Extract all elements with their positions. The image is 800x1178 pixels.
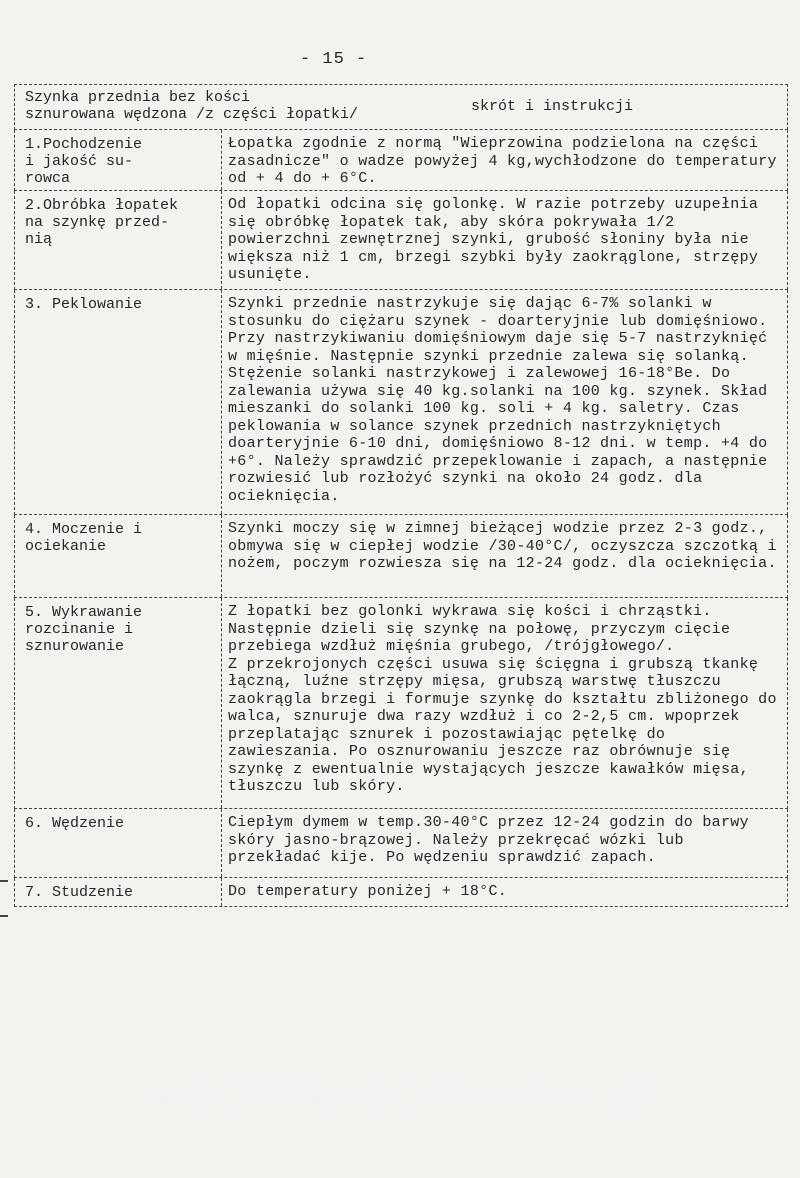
page-number: - 15 - bbox=[300, 50, 368, 69]
row-label: 3. Peklowanie bbox=[15, 290, 222, 514]
table-row bbox=[14, 290, 788, 515]
row-text-paragraph: Szynki moczy się w zimnej bieżącej wodzie przez 2-3 godz., obmywa się w ciepłej wodzie /30-40°C/, oczyszcza szczotką i nożem, poczym rozwiesza się na 12-24 godz. dla ocieknięcia. bbox=[228, 520, 777, 572]
instruction-table bbox=[14, 84, 788, 907]
row-text-paragraph: Z łopatki bez golonki wykrawa się kości i chrząstki. Następnie dzieli się szynkę na połowę, przyczym cięcie przebiega wzdłuż mięśnia grubego, /trójgłowego/. bbox=[228, 603, 731, 655]
row-text bbox=[222, 191, 787, 289]
margin-mark bbox=[0, 880, 8, 882]
row-text-paragraph: Do temperatury poniżej + 18°C. bbox=[228, 883, 508, 900]
margin-mark bbox=[0, 915, 8, 917]
watermark: wedlinydomowe.pl bbox=[135, 1059, 665, 1122]
row-text bbox=[222, 878, 787, 906]
table-row bbox=[14, 809, 788, 878]
row-text-paragraph: Szynki przednie nastrzykuje się dając 6-7% solanki w stosunku do ciężaru szynek - doarteryjnie lub domięśniowo. Przy nastrzykiwaniu domięśniowym daje się 5-7 nastrzyknięć w mięśnie. Następnie szynki przednie zalewa się solanką. Stężenie solanki nastrzykowej i zalewowej 16-18°Be. Do zalewania używa się 40 kg.solanki na 100 kg. szynek. Skład mieszanki do solanki 100 kg. soli + 4 kg. saletry. Czas peklowania w solance szynek przednich nastrzykniętych doarteryjnie 6-10 dni, domięśniowo 8-12 dni. w temp. +4 do +6°. Należy sprawdzić przepeklowanie i zapach, a następnie rozwiesić lub rozłożyć szynki na około 24 godz. dla ocieknięcia. bbox=[228, 295, 768, 505]
row-label: 4. Moczenie i ociekanie bbox=[15, 515, 222, 597]
row-text-paragraph: Od łopatki odcina się golonkę. W razie potrzeby uzupełnia się obróbkę łopatek tak, aby skóra pokrywała 1/2 powierzchni zewnętrznej szynki, grubość słoniny była nie większa niż 1 cm, brzegi szybki były zaokrąglone, strzępy usunięte. bbox=[228, 196, 759, 283]
row-text bbox=[222, 130, 787, 190]
row-text bbox=[222, 809, 787, 877]
table-header bbox=[14, 84, 788, 130]
table-row bbox=[14, 130, 788, 191]
row-text-paragraph: Z przekrojonych części usuwa się ścięgna i grubszą tkankę łączną, luźne strzępy mięsa, grubszą warstwę tłuszczu zaokrągla brzegi i formuje szynkę do kształtu zbliżonego do walca, sznuruje dwa razy wzdłuż i co 2-2,5 cm. wpoprzek przeplatając sznurek i pozostawiając pętelkę do zawieszania. Po osznurowaniu jeszcze raz obrównuje się szynkę z ewentualnie wystających jeszcze kawałków mięsa, tłuszczu lub skóry. bbox=[228, 655, 777, 795]
product-title-line1: Szynka przednia bez kości bbox=[25, 89, 251, 106]
row-text-paragraph: Ciepłym dymem w temp.30-40°C przez 12-24 godzin do barwy skóry jasno-brązowej. Należy przekręcać wózki lub przekładać kije. Po wędzeniu sprawdzić zapach. bbox=[228, 814, 749, 866]
table-row bbox=[14, 191, 788, 290]
row-text bbox=[222, 290, 787, 514]
row-label: 2.Obróbka łopatek na szynkę przed- nią bbox=[15, 191, 222, 289]
row-label: 7. Studzenie bbox=[15, 878, 222, 906]
table-row bbox=[14, 878, 788, 907]
table-row bbox=[14, 515, 788, 598]
row-label: 5. Wykrawanie rozcinanie i sznurowanie bbox=[15, 598, 222, 808]
row-text bbox=[222, 598, 787, 808]
column-title: skrót i instrukcji bbox=[471, 98, 634, 115]
row-text-paragraph: Łopatka zgodnie z normą "Wieprzowina podzielona na części zasadnicze" o wadze powyżej 4 kg,wychłodzone do temperatury od + 4 do + 6°C. bbox=[228, 135, 777, 187]
row-text bbox=[222, 515, 787, 597]
table-row bbox=[14, 598, 788, 809]
product-title-line2: sznurowana wędzona /z części łopatki/ bbox=[25, 106, 359, 123]
product-title bbox=[15, 85, 451, 129]
row-label: 6. Wędzenie bbox=[15, 809, 222, 877]
row-label: 1.Pochodzenie i jakość su- rowca bbox=[15, 130, 222, 190]
